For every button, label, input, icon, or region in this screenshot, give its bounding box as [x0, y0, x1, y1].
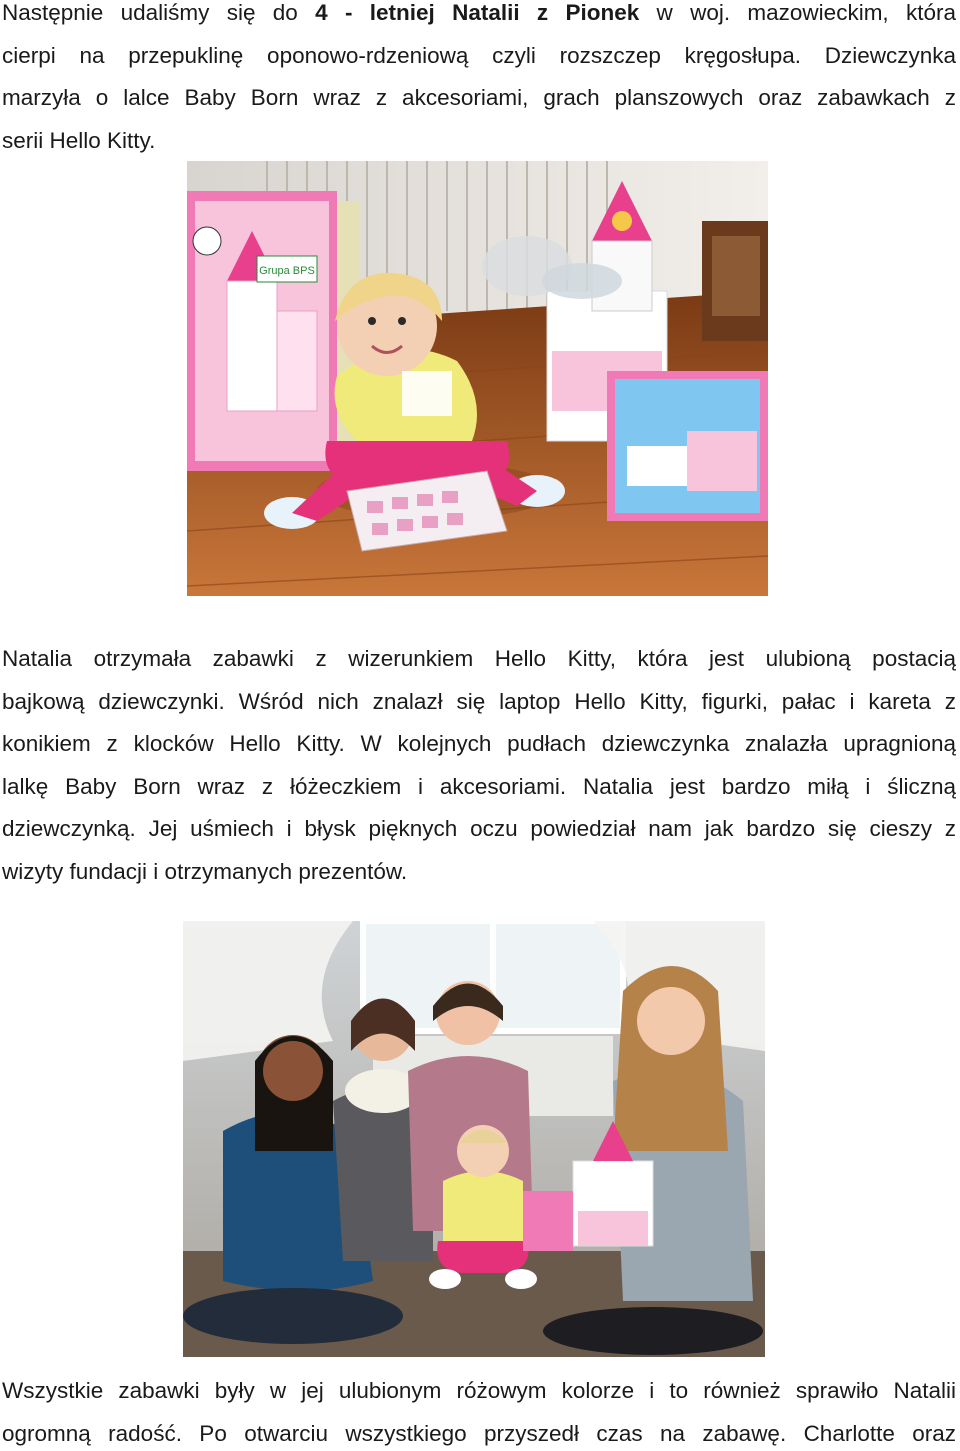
text-line: cierpi na przepuklinę oponowo-rdzeniową czyli rozszczep kręgosłupa. Dziewczynka	[2, 42, 956, 68]
paragraph-gifts	[2, 638, 956, 894]
sticker-text: Grupa BPS	[259, 265, 315, 277]
text-line: serii Hello Kitty.	[2, 127, 156, 153]
text-line: dziewczynką. Jej uśmiech i błysk pięknych oczu powiedział nam jak bardzo się cieszy z	[2, 816, 956, 842]
text-line: lalkę Baby Born wraz z łóżeczkiem i akcesoriami. Natalia jest bardzo miłą i śliczną	[2, 773, 956, 799]
text-span: w woj. mazowieckim, która	[639, 0, 956, 25]
text-line: wizyty fundacji i otrzymanych prezentów.	[2, 858, 408, 884]
text-line: marzyła o lalce Baby Born wraz z akcesoriami, grach planszowych oraz zabawkach z	[2, 85, 956, 111]
paragraph-intro	[2, 0, 956, 162]
text-line: konikiem z klocków Hello Kitty. W kolejnych pudłach dziewczynka znalazła upragnioną	[2, 731, 956, 757]
text-line: bajkową dziewczynki. Wśród nich znalazł się laptop Hello Kitty, figurki, pałac i kareta z	[2, 688, 956, 714]
photo-girl-with-toys	[187, 161, 768, 596]
text-line	[2, 0, 956, 35]
text-span: Następnie udaliśmy się do	[2, 0, 316, 25]
text-line: Natalia otrzymała zabawki z wizerunkiem Hello Kitty, która jest ulubioną postacią	[2, 646, 956, 671]
photo-group-with-girl	[183, 921, 765, 1357]
text-line: Wszystkie zabawki były w jej ulubionym różowym kolorze i to również sprawiło Natalii	[2, 1378, 956, 1403]
text-line: ogromną radość. Po otwarciu wszystkiego przyszedł czas na zabawę. Charlotte oraz	[2, 1420, 956, 1446]
paragraph-closing	[2, 1370, 956, 1451]
bold-name: 4 - letniej Natalii z Pionek	[315, 0, 640, 25]
